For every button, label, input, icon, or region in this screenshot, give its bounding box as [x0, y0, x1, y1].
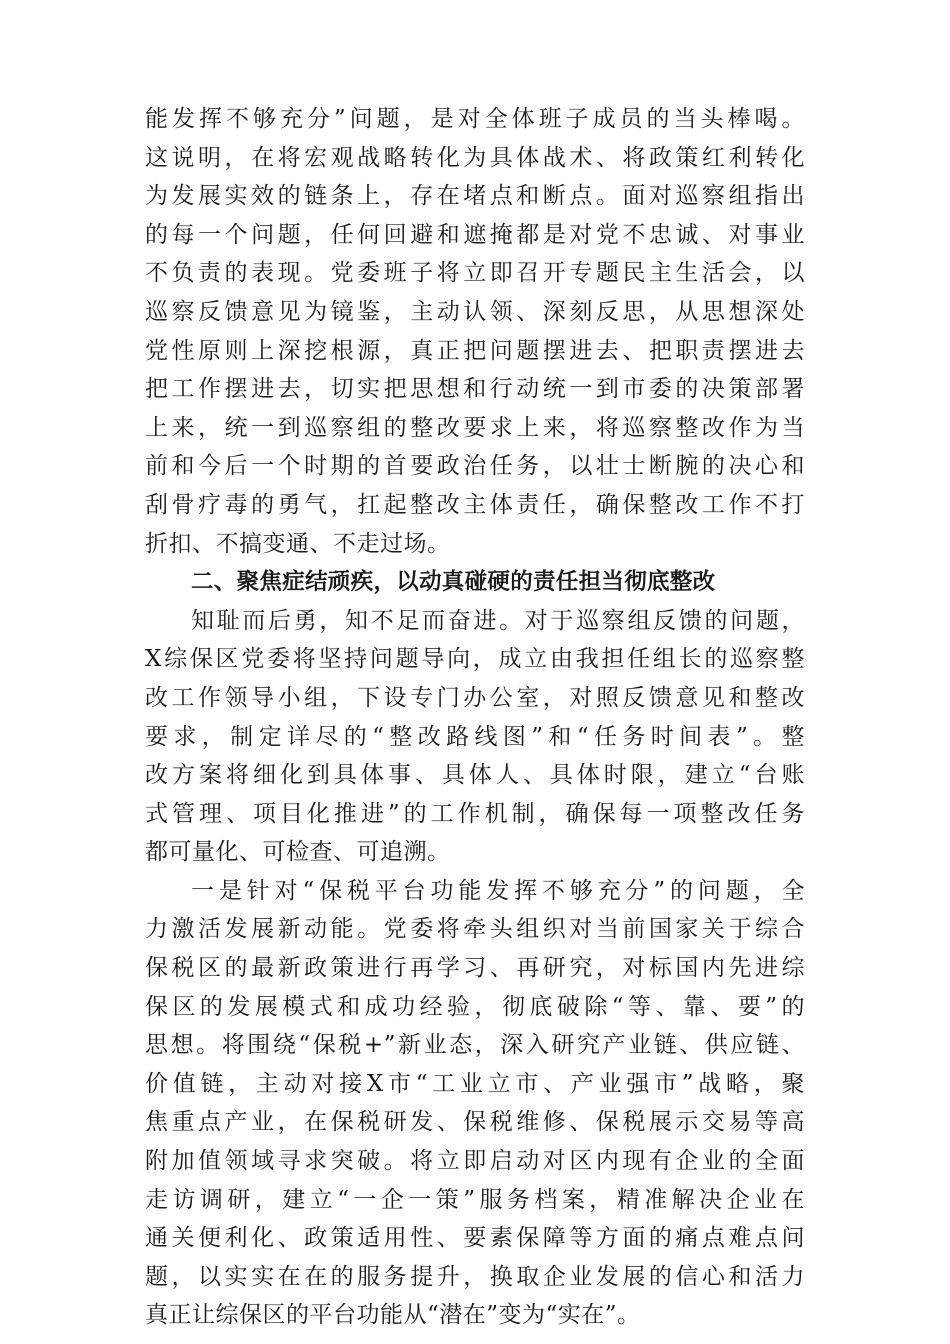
text-line: 折扣、不搞变通、不走过场。	[145, 530, 451, 557]
paragraph-bonded-platform	[145, 872, 805, 1335]
text-line: 焦重点产业，在保税研发、保税维修、保税展示交易等高	[145, 1109, 805, 1136]
text-line: 改方案将细化到具体事、具体人、具体时限，建立“台账	[145, 762, 805, 789]
text-line: 力激活发展新动能。党委将牵头组织对当前国家关于综合	[145, 916, 805, 943]
text-line: X综保区党委将坚持问题导向，成立由我担任组长的巡察整	[145, 646, 805, 673]
text-line: 题，以实实在在的服务提升，换取企业发展的信心和活力	[145, 1263, 805, 1290]
paragraph-accountability	[145, 100, 805, 563]
section-heading: 二、聚焦症结顽疾，以动真碰硬的责任担当彻底整改	[191, 569, 716, 596]
text-line: 思想。将围绕“保税+”新业态，深入研究产业链、供应链、	[145, 1032, 805, 1059]
text-line: 上来，统一到巡察组的整改要求上来，将巡察整改作为当	[145, 414, 805, 441]
text-line: 通关便利化、政策适用性、要素保障等方面的痛点难点问	[145, 1225, 805, 1252]
text-line: 一是针对“保税平台功能发挥不够充分”的问题，全	[191, 877, 805, 904]
text-line: 能发挥不够充分”问题，是对全体班子成员的当头棒喝。	[145, 106, 805, 132]
text-line: 这说明，在将宏观战略转化为具体战术、将政策红利转化	[145, 144, 805, 171]
text-line: 保区的发展模式和成功经验，彻底破除“等、靠、要”的	[145, 993, 805, 1020]
text-line: 把工作摆进去，切实把思想和行动统一到市委的决策部署	[145, 376, 805, 403]
text-line: 都可量化、可检查、可追溯。	[145, 839, 451, 866]
text-line: 真正让综保区的平台功能从“潜在”变为“实在”。	[145, 1302, 641, 1329]
text-line: 知耻而后勇，知不足而奋进。对于巡察组反馈的问题，	[191, 607, 805, 634]
text-line: 要求，制定详尽的“整改路线图”和“任务时间表”。整	[145, 723, 805, 750]
text-line: 的每一个问题，任何回避和遮掩都是对党不忠诚、对事业	[145, 221, 805, 248]
text-line: 为发展实效的链条上，存在堵点和断点。面对巡察组指出	[145, 183, 805, 210]
text-line: 刮骨疗毒的勇气，扛起整改主体责任，确保整改工作不打	[145, 491, 805, 518]
text-line: 巡察反馈意见为镜鉴，主动认领、深刻反思，从思想深处	[145, 298, 805, 325]
text-line: 党性原则上深挖根源，真正把问题摆进去、把职责摆进去	[145, 337, 805, 364]
text-line: 式管理、项目化推进”的工作机制，确保每一项整改任务	[145, 800, 805, 827]
text-line: 价值链，主动对接X市“工业立市、产业强市”战略，聚	[145, 1070, 805, 1097]
text-line: 改工作领导小组，下设专门办公室，对照反馈意见和整改	[145, 684, 805, 711]
text-line: 前和今后一个时期的首要政治任务，以壮士断腕的决心和	[145, 453, 805, 480]
text-line: 不负责的表现。党委班子将立即召开专题民主生活会，以	[145, 260, 805, 287]
paragraph-rectification-plan	[145, 602, 805, 872]
text-line: 走访调研，建立“一企一策”服务档案，精准解决企业在	[145, 1186, 805, 1213]
document-page	[145, 100, 805, 1335]
text-line: 附加值领域寻求突破。将立即启动对区内现有企业的全面	[145, 1148, 805, 1175]
text-line: 保税区的最新政策进行再学习、再研究，对标国内先进综	[145, 955, 805, 982]
